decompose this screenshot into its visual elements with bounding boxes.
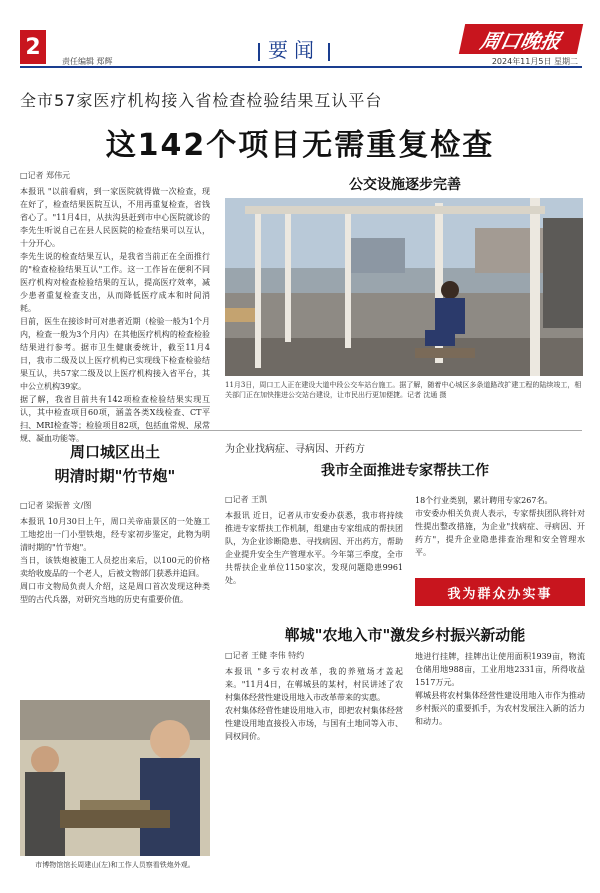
story2-headline-line2: 明清时期"竹节炮" [54, 467, 176, 485]
lead-article [20, 170, 210, 445]
issue-date: 2024年11月5日 星期二 [491, 57, 578, 66]
photo-caption: 11月3日，周口工人正在建设大道中段公交车站台施工。据了解，随着中心城区多条道路改扩建工程的陆续竣工，相关部门正在加快推进公交站台建设，让市民出行更加便捷。记者 沈通 摄 [225, 381, 582, 399]
story3-article-col2 [415, 494, 585, 559]
story4-article-col1 [225, 650, 403, 743]
service-banner: 我为群众办实事 [415, 578, 585, 606]
story2-paragraph: 当日，该铁炮被施工人员挖出来后，以100元的价格卖给收废品的一个老人，后被文物部门获悉并追回。 [20, 556, 210, 578]
story2-paragraph: 本报讯 10月30日上午，周口关帝庙景区的一处施工工地挖出一门小型铁炮，经专家初步鉴定，此物为明清时期的"竹节炮"。 [20, 517, 210, 552]
story2-byline: □记者 梁振普 文/图 [20, 501, 92, 510]
section-label: 要闻 [268, 38, 320, 62]
section-divider-line [20, 430, 582, 431]
section-divider [258, 43, 260, 61]
section-divider [328, 43, 330, 61]
column-divider [20, 406, 210, 407]
masthead [0, 0, 600, 68]
story4-article-col2 [415, 650, 585, 728]
story4-paragraph: 郸城县将农村集体经营性建设用地入市作为推动乡村振兴的重要抓手，为农村发展注入新的活力和动力。 [415, 691, 585, 726]
bus-stop-construction-image [225, 198, 583, 376]
masthead-rule [20, 66, 582, 68]
story3-headline: 我市全面推进专家帮扶工作 [321, 463, 489, 479]
story4-paragraph: 本报讯 "多亏农村改革，我的养殖场才盖起来。"11月4日，在郸城县的某村，村民讲述了农村集体经营性建设用地入市改革带来的实惠。 [225, 667, 403, 702]
lead-byline: □记者 郑伟元 [20, 171, 71, 180]
photo-story-title: 公交设施逐步完善 [349, 177, 461, 193]
story2-headline-line1: 周口城区出土 [69, 443, 160, 461]
lead-kicker: 全市57家医疗机构接入省检查检验结果互认平台 [20, 91, 383, 110]
lead-paragraph: 本报讯 "以前看病，到一家医院就得做一次检查，现在好了，检查结果医院互认，不用再重复检查，省钱省心了。"11月4日，从扶沟县赶到市中心医院就诊的李先生听说自己在县人民医院的检查结果可以互认，十分开心。 [20, 187, 210, 248]
story4-headline: 郸城"农地入市"激发乡村振兴新动能 [284, 626, 526, 644]
story4-byline: □记者 王健 李伟 特约 [225, 651, 305, 660]
story3-paragraph: 18个行业类别，累计聘用专家267名。 [415, 496, 553, 505]
section-title [250, 34, 338, 63]
lead-paragraph: 据了解，我省目前共有142项检查检验结果实现互认，其中检查项目60项，涵盖各类X线检查、CT平扫、MRI检查等；检验项目82项，包括血常规、尿常规、凝血功能等。 [20, 395, 210, 443]
story2-headline [20, 440, 210, 488]
story4-paragraph: 农村集体经营性建设用地入市，即把农村集体经营性建设用地直接投入市场，与国有土地同等入市、同权同价。 [225, 706, 403, 741]
story3-article-col1 [225, 494, 403, 587]
cannon-image [20, 700, 210, 856]
story3-paragraph: 本报讯 近日，记者从市安委办获悉，我市将持续推进专家帮扶工作机制，组建由专家组成的帮扶团队，为企业诊断隐患、寻找病因、开出药方，帮助企业提升安全生产管理水平。今年第三季度，全市共帮扶企业单位1150家次，发现问题隐患9961处。 [225, 511, 403, 585]
bus-stop-construction-photo [225, 198, 583, 376]
story4-paragraph: 地进行挂牌，挂牌出让使用面积1939亩，物流仓储用地988亩，工业用地2331亩，所得收益1517万元。 [415, 652, 585, 687]
story2-article [20, 500, 210, 606]
lead-headline: 这142个项目无需重复检查 [105, 128, 495, 163]
cannon-photo [20, 700, 210, 856]
editor-line: 责任编辑 郑辉 [62, 57, 113, 66]
cannon-caption: 市博物馆馆长周建山(左)和工作人员察看铁炮外观。 [35, 861, 195, 869]
lead-paragraph: 目前，医生在接诊时可对患者近期（检验一般为1个月内，检查一般为3个月内）在其他医疗机构的检查检验结果进行参考。据市卫生健康委统计，截至11月4日，我市二级及以上医疗机构已实现线下检查检验结果互认，共57家二级及以上医疗机构接入省平台，其中公立机构39家。 [20, 317, 210, 391]
lead-paragraph: 李先生说的检查结果互认，是我省当前正在全面推行的"检查检验结果互认"工作。这一工作旨在便利不同医疗机构对检查检验结果的互认，提高医疗效率，减少患者重复检查支出，从而降低医疗成本和时间消耗。 [20, 252, 210, 313]
story2-paragraph: 周口市文物局负责人介绍，这是周口首次发现这种类型的古代兵器，对研究当地的历史有重要价值。 [20, 582, 210, 604]
newspaper-logo: 周口晚报 [459, 24, 583, 54]
story3-paragraph: 市安委办相关负责人表示，专家帮扶团队将针对性提出整改措施，为企业"找病症、寻病因、开药方"，提升企业隐患排查治理和安全管理水平。 [415, 509, 585, 557]
story3-kicker: 为企业找病症、寻病因、开药方 [225, 444, 365, 455]
story3-byline: □记者 王凯 [225, 495, 268, 504]
page-number: 2 [20, 30, 46, 64]
